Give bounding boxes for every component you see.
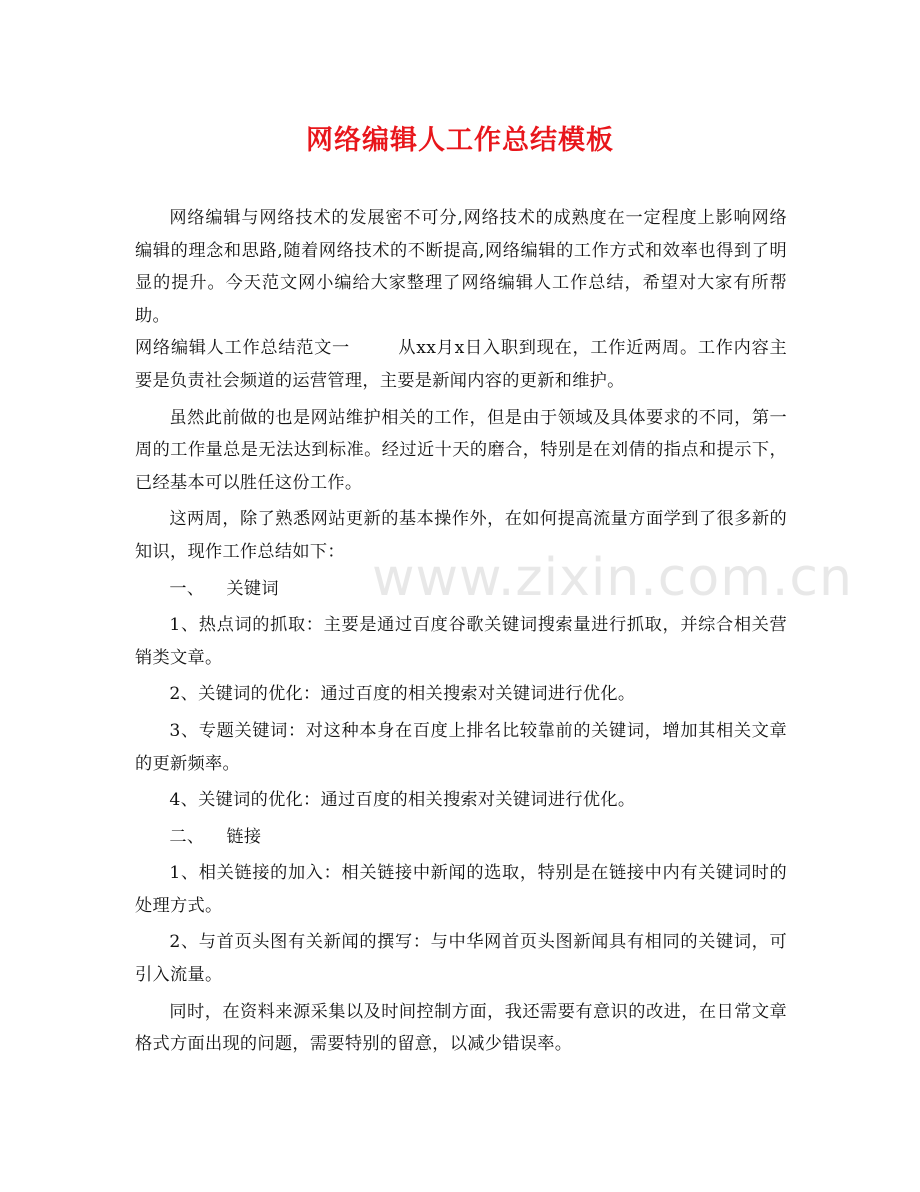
paragraph-3: 这两周，除了熟悉网站更新的基本操作外，在如何提高流量方面学到了很多新的知识，现作工作总结如下： — [135, 509, 787, 562]
closing-paragraph: 同时，在资料来源采集以及时间控制方面，我还需要有意识的改进，在日常文章格式方面出现的问题，需要特别的留意，以减少错误率。 — [135, 1001, 787, 1055]
section-1-item-1: 1、热点词的抓取：主要是通过百度谷歌关键词搜索量进行抓取，并综合相关营销类文章。 — [135, 615, 787, 668]
watermark: www.zixin.com.cn — [372, 548, 853, 608]
intro-paragraph: 网络编辑与网络技术的发展密不可分,网络技术的成熟度在一定程度上影响网络编辑的理念和思路,随着网络技术的不断提高,网络编辑的工作方式和效率也得到了明显的提升。今天范文网小编给大家整理了网络编辑人工作总结，希望对大家有所帮助。 — [135, 208, 787, 326]
document-body — [135, 202, 787, 1061]
section-2-item-2: 2、与首页头图有关新闻的撰写：与中华网首页头图新闻具有相同的关键词，可引入流量。 — [135, 932, 787, 986]
section-1-item-2: 2、关键词的优化：通过百度的相关搜索对关键词进行优化。 — [169, 684, 636, 705]
paragraph-2: 虽然此前做的也是网站维护相关的工作，但是由于领域及具体要求的不同，第一周的工作量总是无法达到标准。经过近十天的磨合，特别是在刘倩的指点和提示下，已经基本可以胜任这份工作。 — [135, 407, 787, 493]
section-2-title: 链接 — [226, 826, 262, 847]
document-title: 网络编辑人工作总结模板 — [306, 125, 614, 156]
section-2-number: 二、 — [169, 826, 205, 847]
section-1-number: 一、 — [169, 578, 205, 599]
section-1-item-3: 3、专题关键词：对这种本身在百度上排名比较靠前的关键词，增加其相关文章的更新频率。 — [135, 720, 787, 774]
section-2-heading — [135, 821, 787, 854]
sample-paragraph — [135, 332, 787, 397]
section-1-heading — [135, 573, 787, 606]
section-2-item-1: 1、相关链接的加入：相关链接中新闻的选取，特别是在链接中内有关键词时的处理方式。 — [135, 863, 787, 916]
sample-heading: 网络编辑人工作总结范文一 — [135, 338, 350, 359]
section-1-item-4: 4、关键词的优化：通过百度的相关搜索对关键词进行优化。 — [169, 790, 636, 811]
section-1-title: 关键词 — [226, 578, 279, 599]
sample-first-text: 从xx月x日入职到现在，工作近两周。工作内容主要是负责社会频道的运营管理，主要是新闻内容的更新和维护。 — [135, 338, 787, 391]
